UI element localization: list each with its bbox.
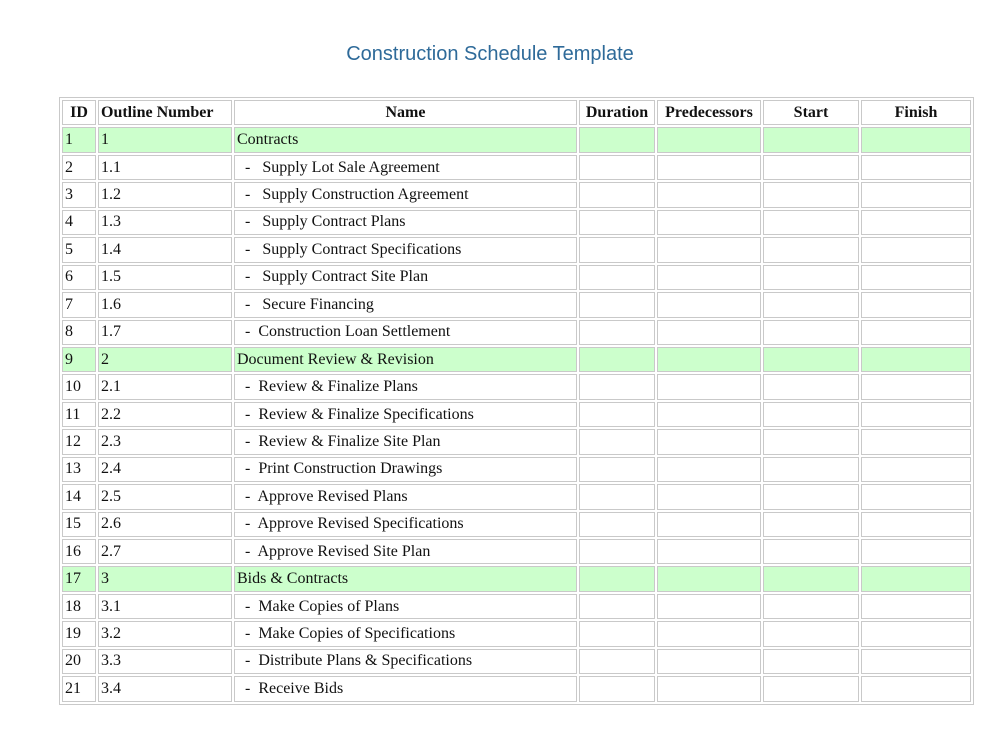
name-cell: - Supply Construction Agreement [234,182,577,207]
finish-cell [861,320,971,345]
page-title: Construction Schedule Template [346,43,634,65]
duration-cell [579,457,655,482]
name-cell: - Supply Contract Specifications [234,237,577,262]
start-cell [763,237,859,262]
start-cell [763,155,859,180]
name-cell: - Secure Financing [234,292,577,317]
id-cell: 20 [62,649,96,674]
start-cell [763,649,859,674]
table-row [62,621,971,646]
table-row [62,649,971,674]
duration-cell [579,155,655,180]
table-row [62,374,971,399]
finish-cell [861,210,971,235]
name-cell: - Make Copies of Plans [234,594,577,619]
column-header-predecessors: Predecessors [657,100,761,125]
predecessors-cell [657,566,761,591]
name-cell: - Supply Contract Plans [234,210,577,235]
finish-cell [861,265,971,290]
table-row [62,292,971,317]
table-row [62,457,971,482]
outline-number-cell: 3.2 [98,621,232,646]
finish-cell [861,347,971,372]
start-cell [763,484,859,509]
finish-cell [861,566,971,591]
id-cell: 8 [62,320,96,345]
predecessors-cell [657,182,761,207]
start-cell [763,374,859,399]
name-cell: Contracts [234,127,577,152]
finish-cell [861,127,971,152]
finish-cell [861,676,971,701]
predecessors-cell [657,320,761,345]
start-cell [763,127,859,152]
id-cell: 2 [62,155,96,180]
table-row [62,429,971,454]
duration-cell [579,484,655,509]
predecessors-cell [657,402,761,427]
duration-cell [579,292,655,317]
start-cell [763,512,859,537]
id-cell: 17 [62,566,96,591]
predecessors-cell [657,594,761,619]
id-cell: 6 [62,265,96,290]
table-row [62,210,971,235]
table-row [62,594,971,619]
group-row [62,347,971,372]
predecessors-cell [657,484,761,509]
table-row [62,237,971,262]
start-cell [763,265,859,290]
predecessors-cell [657,429,761,454]
name-cell: - Approve Revised Plans [234,484,577,509]
outline-number-cell: 2.1 [98,374,232,399]
id-cell: 11 [62,402,96,427]
predecessors-cell [657,292,761,317]
outline-number-cell: 1 [98,127,232,152]
column-header-finish: Finish [861,100,971,125]
start-cell [763,347,859,372]
duration-cell [579,210,655,235]
outline-number-cell: 2.7 [98,539,232,564]
duration-cell [579,512,655,537]
start-cell [763,402,859,427]
id-cell: 19 [62,621,96,646]
id-cell: 14 [62,484,96,509]
start-cell [763,292,859,317]
id-cell: 16 [62,539,96,564]
finish-cell [861,237,971,262]
start-cell [763,676,859,701]
finish-cell [861,512,971,537]
predecessors-cell [657,347,761,372]
name-cell: - Distribute Plans & Specifications [234,649,577,674]
outline-number-cell: 3.4 [98,676,232,701]
outline-number-cell: 3.3 [98,649,232,674]
name-cell: Bids & Contracts [234,566,577,591]
group-row [62,127,971,152]
outline-number-cell: 2.6 [98,512,232,537]
table-row [62,265,971,290]
outline-number-cell: 1.5 [98,265,232,290]
outline-number-cell: 2.2 [98,402,232,427]
outline-number-cell: 2 [98,347,232,372]
start-cell [763,210,859,235]
start-cell [763,566,859,591]
duration-cell [579,182,655,207]
id-cell: 4 [62,210,96,235]
start-cell [763,594,859,619]
outline-number-cell: 1.3 [98,210,232,235]
id-cell: 10 [62,374,96,399]
outline-number-cell: 3 [98,566,232,591]
duration-cell [579,265,655,290]
id-cell: 9 [62,347,96,372]
name-cell: - Review & Finalize Specifications [234,402,577,427]
column-header-outline-number: Outline Number [98,100,232,125]
header-row [62,100,971,125]
outline-number-cell: 2.3 [98,429,232,454]
finish-cell [861,182,971,207]
table-row [62,539,971,564]
id-cell: 13 [62,457,96,482]
duration-cell [579,621,655,646]
start-cell [763,621,859,646]
duration-cell [579,127,655,152]
predecessors-cell [657,457,761,482]
outline-number-cell: 2.5 [98,484,232,509]
schedule-body [62,127,971,701]
group-row [62,566,971,591]
schedule-table [59,97,974,705]
table-row [62,402,971,427]
start-cell [763,429,859,454]
finish-cell [861,402,971,427]
predecessors-cell [657,621,761,646]
id-cell: 15 [62,512,96,537]
finish-cell [861,457,971,482]
id-cell: 7 [62,292,96,317]
finish-cell [861,484,971,509]
start-cell [763,457,859,482]
id-cell: 18 [62,594,96,619]
finish-cell [861,292,971,317]
start-cell [763,320,859,345]
name-cell: - Receive Bids [234,676,577,701]
name-cell: - Review & Finalize Site Plan [234,429,577,454]
name-cell: - Review & Finalize Plans [234,374,577,399]
table-row [62,155,971,180]
predecessors-cell [657,210,761,235]
name-cell: - Print Construction Drawings [234,457,577,482]
id-cell: 12 [62,429,96,454]
predecessors-cell [657,237,761,262]
duration-cell [579,429,655,454]
table-row [62,320,971,345]
duration-cell [579,347,655,372]
table-row [62,484,971,509]
duration-cell [579,676,655,701]
outline-number-cell: 2.4 [98,457,232,482]
finish-cell [861,594,971,619]
predecessors-cell [657,127,761,152]
predecessors-cell [657,649,761,674]
id-cell: 21 [62,676,96,701]
outline-number-cell: 1.6 [98,292,232,317]
column-header-duration: Duration [579,100,655,125]
id-cell: 3 [62,182,96,207]
duration-cell [579,539,655,564]
duration-cell [579,237,655,262]
outline-number-cell: 1.7 [98,320,232,345]
start-cell [763,182,859,207]
duration-cell [579,374,655,399]
duration-cell [579,649,655,674]
column-header-start: Start [763,100,859,125]
finish-cell [861,621,971,646]
predecessors-cell [657,374,761,399]
duration-cell [579,402,655,427]
duration-cell [579,566,655,591]
duration-cell [579,320,655,345]
name-cell: - Supply Lot Sale Agreement [234,155,577,180]
finish-cell [861,374,971,399]
finish-cell [861,649,971,674]
predecessors-cell [657,539,761,564]
column-header-id: ID [62,100,96,125]
name-cell: - Approve Revised Specifications [234,512,577,537]
table-row [62,676,971,701]
duration-cell [579,594,655,619]
table-row [62,182,971,207]
outline-number-cell: 1.4 [98,237,232,262]
start-cell [763,539,859,564]
table-row [62,512,971,537]
predecessors-cell [657,155,761,180]
name-cell: - Supply Contract Site Plan [234,265,577,290]
finish-cell [861,155,971,180]
outline-number-cell: 1.2 [98,182,232,207]
predecessors-cell [657,512,761,537]
outline-number-cell: 3.1 [98,594,232,619]
finish-cell [861,539,971,564]
predecessors-cell [657,676,761,701]
predecessors-cell [657,265,761,290]
outline-number-cell: 1.1 [98,155,232,180]
name-cell: - Make Copies of Specifications [234,621,577,646]
id-cell: 5 [62,237,96,262]
name-cell: - Approve Revised Site Plan [234,539,577,564]
finish-cell [861,429,971,454]
name-cell: Document Review & Revision [234,347,577,372]
id-cell: 1 [62,127,96,152]
name-cell: - Construction Loan Settlement [234,320,577,345]
column-header-name: Name [234,100,577,125]
